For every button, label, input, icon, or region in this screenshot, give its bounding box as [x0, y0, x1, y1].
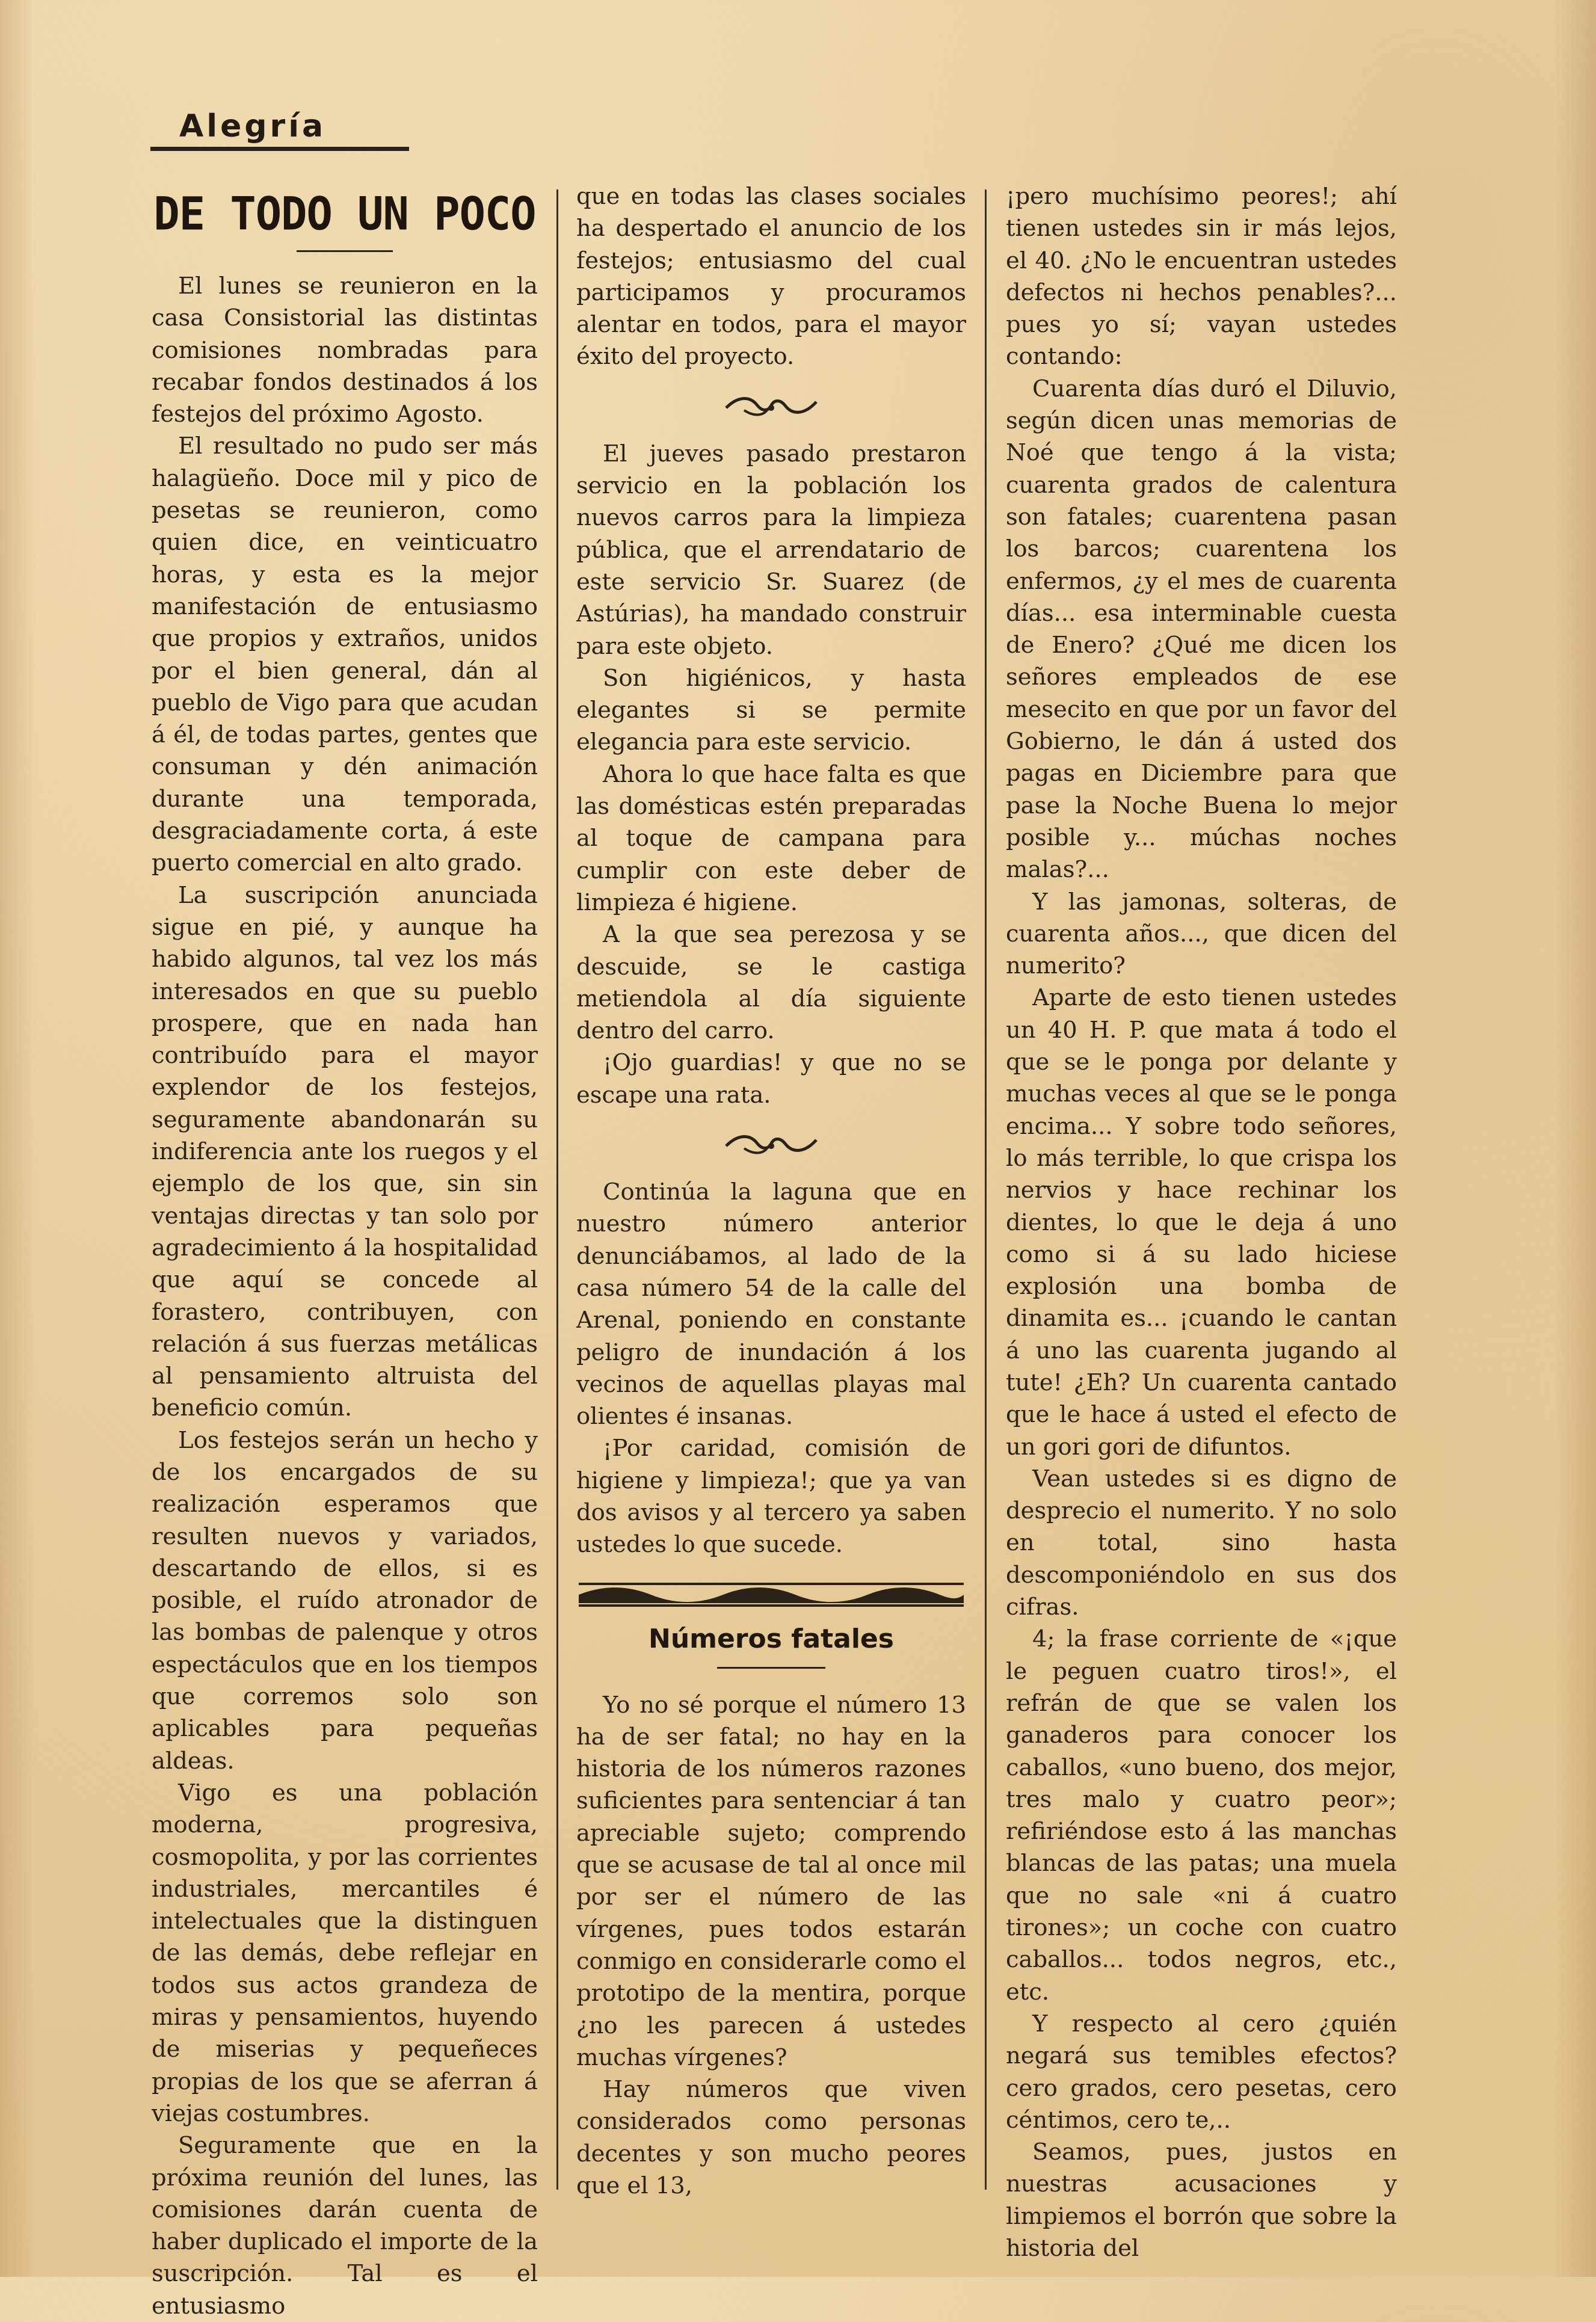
section-header	[150, 108, 409, 151]
paragraph: que en todas las clases sociales ha despertado el anuncio de los festejos; entusiasmo del cual participamos y procuramos alentar en todos, para el mayor éxito del proyecto.	[576, 183, 966, 371]
flourish-ornament-icon	[720, 390, 822, 420]
column-3	[1006, 180, 1397, 2264]
column-1	[152, 180, 538, 2322]
paragraph: Vean ustedes si es digno de desprecio el numerito. Y no solo en total, sino hasta descomponiéndolo en sus dos cifras.	[1006, 1465, 1397, 1621]
paragraph: Yo no sé porque el número 13 ha de ser fatal; no hay en la historia de los números razones suficientes para sentenciar á tan apreciable sujeto; comprendo que se acusase de tal al once mil por ser el número de las vírgenes, pues todos estarán conmigo en considerarle como el prototipo de la mentira, porque ¿no les parecen á ustedes muchas vírgenes?	[576, 1691, 966, 2071]
paragraph: Son higiénicos, y hasta elegantes si se permite elegancia para este servicio.	[576, 664, 966, 756]
flourish-ornament-icon	[720, 1128, 822, 1158]
column-2	[576, 180, 966, 2202]
paragraph: Aparte de esto tienen ustedes un 40 H. P. que mata á todo el que se le ponga por delante y muchas veces al que se le ponga encima... Y sobre todo señores, lo más terrible, lo que crispa los nervios y hace rechinar los dientes, lo que le deja á uno como si á su lado hiciese explosión una bomba de dinamita es... ¡cuando le cantan á uno las cuarenta jugando al tute! ¿Eh? Un cuarenta cantado que le hace á usted el efecto de un gori gori de difuntos.	[1006, 984, 1397, 1461]
paper-edge-right	[1554, 0, 1596, 2277]
article-headline: Números fatales	[649, 1623, 894, 1654]
paragraph: Ahora lo que hace falta es que las domésticas estén preparadas al toque de campana para cumplir con este deber de limpieza é higiene.	[576, 760, 966, 916]
paper-edge-left	[0, 0, 36, 2277]
paragraph: Los festejos serán un hecho y de los encargados de su realización esperamos que resulten nuevos y variados, descartando de ellos, si es posible, el ruído atronador de las bombas de palenque y otros espectáculos que en los tiempos que corremos solo son aplicables para pequeñas aldeas.	[152, 1426, 538, 1775]
paragraph: Y respecto al cero ¿quién negará sus temibles efectos? cero grados, cero pesetas, cero céntimos, cero te,..	[1006, 2010, 1397, 2134]
section-rule	[150, 147, 409, 151]
paragraph: Seamos, pues, justos en nuestras acusaciones y limpiemos el borrón que sobre la historia del	[1006, 2139, 1397, 2262]
paragraph: ¡Por caridad, comisión de higiene y limpieza!; que ya van dos avisos y al tercero ya saben ustedes lo que sucede.	[576, 1435, 966, 1559]
paragraph: ¡pero muchísimo peores!; ahí tienen ustedes sin ir más lejos, el 40. ¿No le encuentran ustedes defectos ni hechos penables?... pues yo sí; vayan ustedes contando:	[1006, 183, 1397, 371]
article-headline: DE TODO UN POCO	[153, 186, 536, 241]
column-divider	[985, 189, 987, 2190]
paragraph: A la que sea perezosa y se descuide, se le castiga metiendola al día siguiente dentro del carro.	[576, 921, 966, 1045]
column-divider	[556, 189, 558, 2190]
paragraph: Seguramente que en la próxima reunión del lunes, las comisiones darán cuenta de haber duplicado el importe de la suscripción. Tal es el entusiasmo	[152, 2132, 538, 2320]
paragraph: El lunes se reunieron en la casa Consistorial las distintas comisiones nombradas para recabar fondos destinados á los festejos del próximo Agosto.	[152, 273, 538, 428]
ornamental-band-icon	[579, 1581, 964, 1608]
paragraph: El resultado no pudo ser más halagüeño. Doce mil y pico de pesetas se reunieron, como quien dice, en veinticuatro horas, y esta es la mejor manifestación de entusiasmo que propios y extraños, unidos por el bien general, dán al pueblo de Vigo para que acudan á él, de todas partes, gentes que consuman y dén animación durante una temporada, desgraciadamente corta, á este puerto comercial en alto grado.	[152, 433, 538, 877]
headline-rule	[297, 250, 393, 252]
paragraph: La suscripción anunciada sigue en pié, y aunque ha habido algunos, tal vez los más interesados en que su pueblo prospere, que en nada han contribuído para el mayor explendor de los festejos, seguramente abandonarán su indiferencia ante los ruegos y el ejemplo de los que, sin sin ventajas directas y tan solo por agradecimiento á la hospitalidad que aquí se concede al forastero, contribuyen, con relación á sus fuerzas metálicas al pensamiento altruista del beneficio común.	[152, 881, 538, 1422]
paragraph: Cuarenta días duró el Diluvio, según dicen unas memorias de Noé que tengo á la vista; cuarenta grados de calentura son fatales; cuarentena pasan los barcos; cuarentena los enfermos, ¿y el mes de cuarenta días... esa interminable cuesta de Enero? ¿Qué me dicen los señores empleados de ese mesecito en que por un favor del Gobierno, le dán á usted dos pagas en Diciembre para que pase la Noche Buena lo mejor posible y... múchas noches malas?...	[1006, 375, 1397, 884]
paragraph: 4; la frase corriente de «¡que le peguen cuatro tiros!», el refrán de que se valen los ganaderos para conocer los caballos, «uno bueno, dos mejor, tres malo y cuatro peor»; refiriéndose esto á las manchas blancas de las patas; una muela que no sale «ni á cuatro tirones»; un coche con cuatro caballos... todos negros, etc., etc.	[1006, 1625, 1397, 2006]
paragraph: Vigo es una población moderna, progresiva, cosmopolita, y por las corrientes industriales, mercantiles é intelectuales que la distinguen de las demás, debe reflejar en todos sus actos grandeza de miras y pensamientos, huyendo de miserias y pequeñeces propias de los que se aferran á viejas costumbres.	[152, 1779, 538, 2127]
paragraph: Y las jamonas, solteras, de cuarenta años..., que dicen del numerito?	[1006, 888, 1397, 980]
headline-rule	[717, 1667, 825, 1669]
paragraph: Hay números que viven considerados como personas decentes y son mucho peores que el 13,	[576, 2076, 966, 2200]
paragraph: ¡Ojo guardias! y que no se escape una rata.	[576, 1049, 966, 1109]
section-title: Alegría	[179, 108, 327, 144]
paragraph: El jueves pasado prestaron servicio en la población los nuevos carros para la limpieza pública, que el arrendatario de este servicio Sr. Suarez (de Astúrias), ha mandado construir para este objeto.	[576, 440, 966, 660]
paragraph: Continúa la laguna que en nuestro número anterior denunciábamos, al lado de la casa número 54 de la calle del Arenal, poniendo en constante peligro de inundación á los vecinos de aquellas playas mal olientes é insanas.	[576, 1178, 966, 1430]
